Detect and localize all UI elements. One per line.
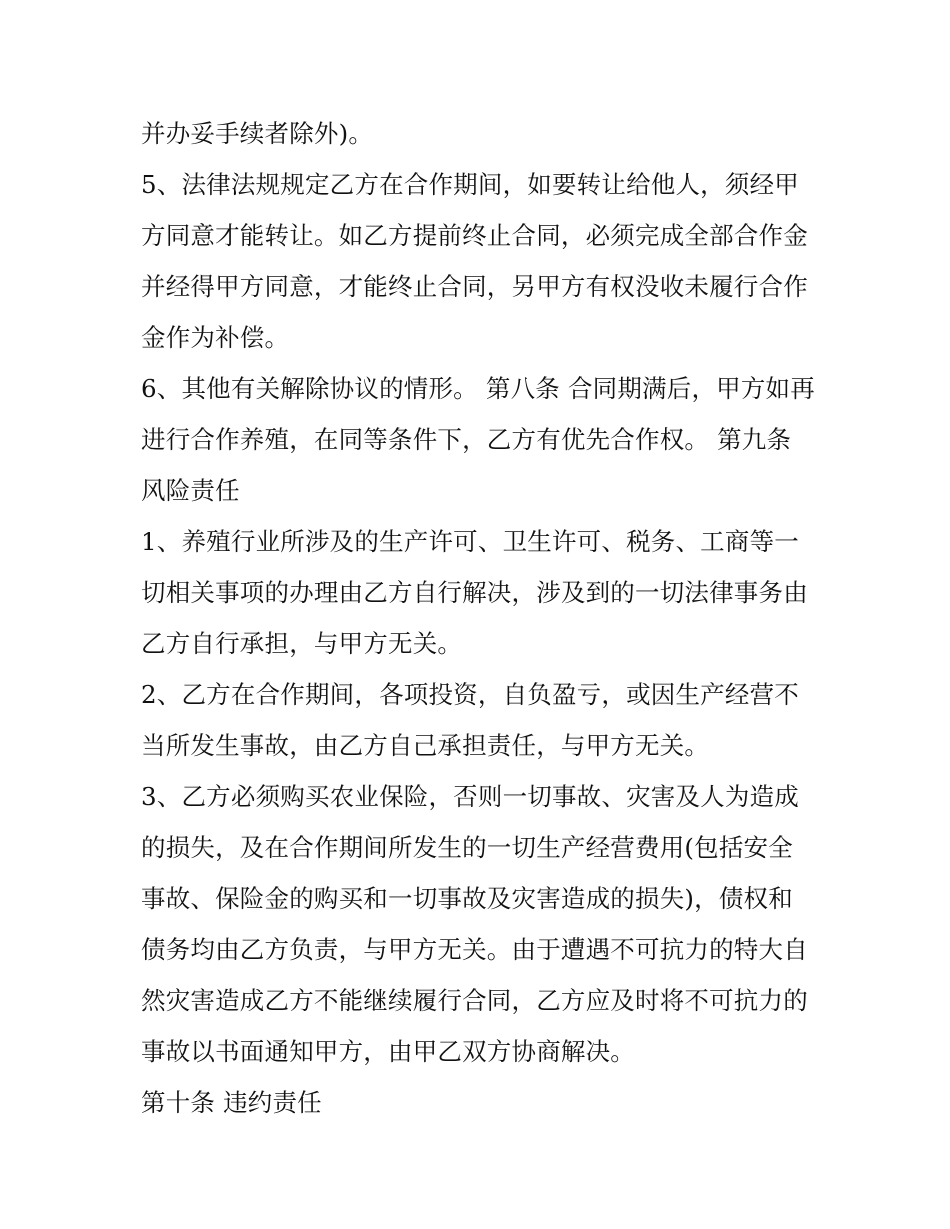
text-line: 当所发生事故，由乙方自己承担责任，与甲方无关。 [141, 731, 710, 760]
text-line: 金作为补偿。 [141, 323, 290, 352]
text-line: 风险责任 [141, 476, 240, 505]
text-line: 进行合作养殖，在同等条件下，乙方有优先合作权。 第九条 [141, 425, 792, 454]
text-line: 5、法律法规规定乙方在合作期间，如要转让给他人，须经甲 [141, 170, 799, 199]
text-line: 方同意才能转让。如乙方提前终止合同，必须完成全部合作金 [141, 221, 808, 250]
text-line: 事故、保险金的购买和一切事故及灾害造成的损失)，债权和 [141, 884, 793, 913]
text-line: 6、其他有关解除协议的情形。 第八条 合同期满后，甲方如再 [141, 374, 815, 403]
section-heading: 第十条 违约责任 [141, 1088, 322, 1117]
text-line: 事故以书面通知甲方，由甲乙双方协商解决。 [141, 1037, 635, 1066]
text-line: 3、乙方必须购买农业保险，否则一切事故、灾害及人为造成 [141, 782, 799, 811]
text-line: 2、乙方在合作期间，各项投资，自负盈亏，或因生产经营不 [141, 680, 799, 709]
text-line: 债务均由乙方负责，与甲方无关。由于遭遇不可抗力的特大自 [141, 935, 808, 964]
text-line: 并办妥手续者除外)。 [141, 119, 374, 148]
text-line: 的损失，及在合作期间所发生的一切生产经营费用(包括安全 [141, 833, 793, 862]
text-line: 乙方自行承担，与甲方无关。 [141, 629, 463, 658]
text-line: 并经得甲方同意，才能终止合同，另甲方有权没收未履行合作 [141, 272, 808, 301]
text-line: 1、养殖行业所涉及的生产许可、卫生许可、税务、工商等一 [141, 527, 799, 556]
text-line: 然灾害造成乙方不能继续履行合同，乙方应及时将不可抗力的 [141, 986, 808, 1015]
text-line: 切相关事项的办理由乙方自行解决，涉及到的一切法律事务由 [141, 578, 808, 607]
document-body [141, 108, 821, 1128]
